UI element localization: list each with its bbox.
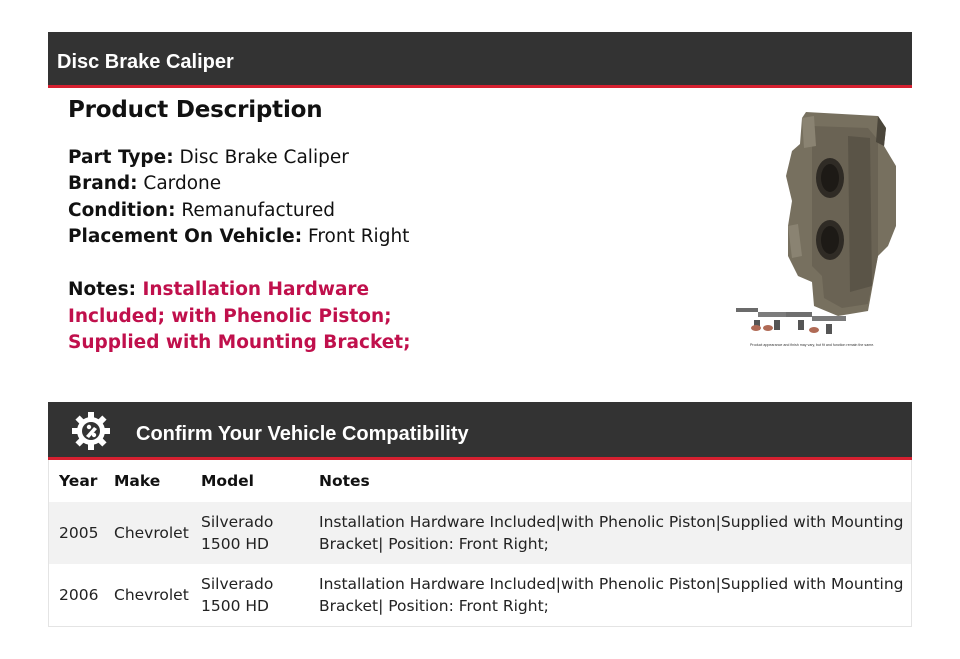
product-title: Disc Brake Caliper	[57, 51, 234, 73]
product-notes	[68, 277, 448, 357]
notes-value: Installation Hardware Included; with Phenolic Piston; Supplied with Mounting Bracket;	[68, 279, 411, 354]
compatibility-table	[49, 460, 911, 626]
product-description	[68, 97, 708, 357]
cell-model: Silverado 1500 HD	[201, 513, 274, 553]
spec-value: Disc Brake Caliper	[179, 147, 349, 168]
spec-label: Placement On Vehicle:	[68, 226, 303, 248]
cell-notes: Installation Hardware Included|with Phenolic Piston|Supplied with Mounting Bracket| Position: Front Right;	[319, 513, 904, 553]
product-title-bar	[48, 32, 912, 88]
notes-label: Notes:	[68, 279, 136, 301]
spec-label: Condition:	[68, 199, 176, 221]
cell-model: Silverado 1500 HD	[201, 575, 274, 615]
column-header-make: Make	[114, 472, 161, 490]
spec-list	[68, 145, 708, 251]
spec-label: Brand:	[68, 173, 138, 195]
compatibility-table-container	[48, 460, 912, 627]
gear-icon	[70, 410, 112, 452]
cell-notes: Installation Hardware Included|with Phenolic Piston|Supplied with Mounting Bracket| Position: Front Right;	[319, 575, 904, 615]
spec-condition	[68, 198, 708, 224]
column-header-year: Year	[59, 472, 98, 490]
cell-year: 2006	[59, 586, 99, 604]
description-heading: Product Description	[68, 97, 323, 123]
table-row	[49, 502, 911, 564]
compatibility-title: Confirm Your Vehicle Compatibility	[136, 423, 469, 445]
cell-make: Chevrolet	[114, 524, 189, 542]
cell-make: Chevrolet	[114, 586, 189, 604]
table-row	[49, 564, 911, 626]
brake-caliper-image	[728, 106, 898, 352]
cell-year: 2005	[59, 524, 99, 542]
spec-label: Part Type:	[68, 147, 174, 168]
spec-value: Remanufactured	[181, 199, 335, 221]
compatibility-bar	[48, 402, 912, 460]
spec-value: Front Right	[308, 226, 410, 248]
spec-placement	[68, 224, 708, 250]
image-caption: Product appearance and finish may vary, but fit and function remain the same.	[750, 343, 875, 347]
table-header-row	[49, 460, 911, 502]
column-header-notes: Notes	[319, 472, 370, 490]
column-header-model: Model	[201, 472, 254, 490]
spec-brand	[68, 171, 708, 197]
spec-value: Cardone	[143, 173, 222, 195]
spec-part-type	[68, 145, 708, 171]
